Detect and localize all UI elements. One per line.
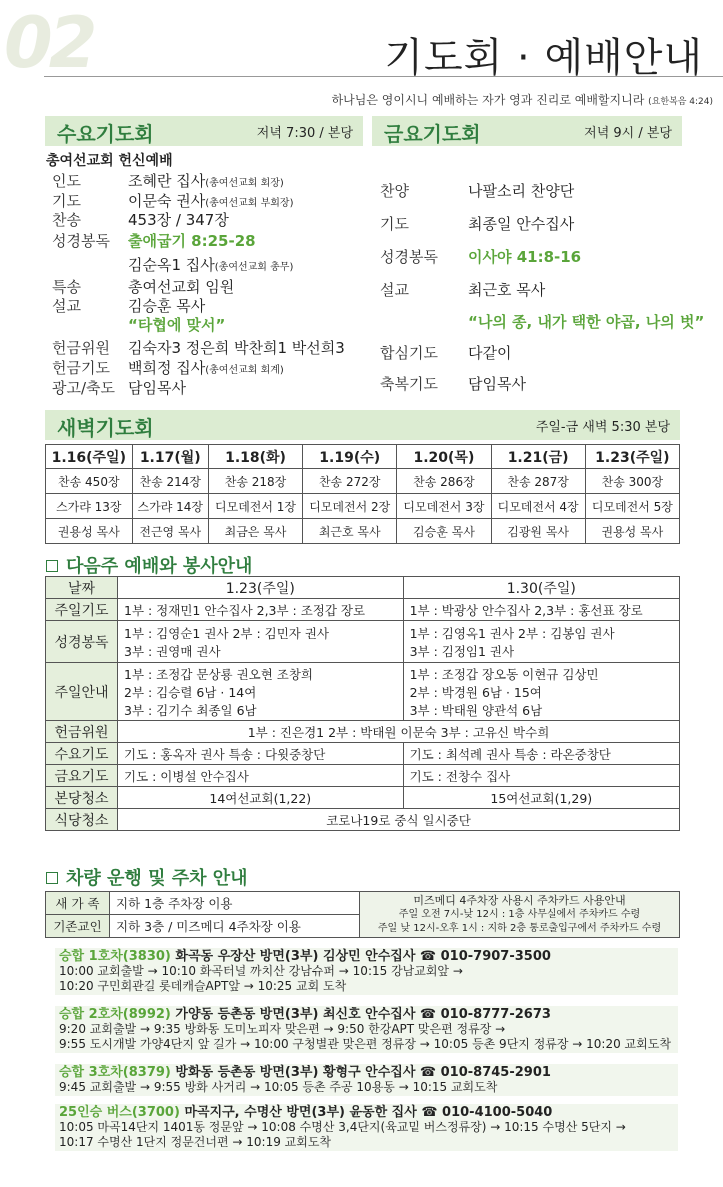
day-header: 1.23(주일) bbox=[585, 445, 679, 469]
parking-table bbox=[45, 891, 680, 938]
dawn-cell: 최근호 목사 bbox=[303, 519, 397, 544]
dawn-cell: 김광원 목사 bbox=[491, 519, 585, 544]
row-label: 특송 bbox=[52, 278, 81, 296]
row-label: 수요기도 bbox=[46, 743, 118, 765]
fri-row bbox=[380, 373, 526, 394]
next-week-section-title: 다음주 예배와 봉사안내 bbox=[46, 552, 252, 578]
row-label: 찬송 bbox=[52, 211, 81, 229]
wed-row bbox=[52, 232, 256, 251]
car-name: 승합 1호차(3830) bbox=[59, 949, 171, 964]
row-label: 찬양 bbox=[380, 182, 409, 200]
fri-row bbox=[380, 342, 511, 363]
dawn-cell: 스가랴 13장 bbox=[46, 494, 133, 519]
fri-row bbox=[380, 213, 574, 234]
next-week-table bbox=[45, 576, 680, 831]
route-line: 9:45 교회출발 → 9:55 방화 사거리 → 10:05 등촌 주공 10용동 → 10:15 교회도착 bbox=[59, 1080, 498, 1094]
car-block bbox=[55, 1006, 678, 1053]
car-driver: 윤동한 집사 ☎ 010-4100-5040 bbox=[349, 1105, 553, 1120]
cell: 1부 : 김영순1 권사 2부 : 김민자 권사 3부 : 권영매 권사 bbox=[118, 621, 404, 663]
dawn-cell: 디모데전서 1장 bbox=[208, 494, 302, 519]
row-label: 성경봉독 bbox=[52, 232, 110, 250]
wed-header bbox=[45, 116, 363, 146]
cell: 지하 1층 주차장 이용 bbox=[110, 892, 360, 915]
fri-row bbox=[380, 180, 574, 201]
car-title bbox=[59, 1007, 674, 1022]
row-label: 광고/축도 bbox=[52, 379, 116, 397]
row-note: (총여선교회 회계) bbox=[205, 365, 284, 376]
car-name: 승합 3호차(8379) bbox=[59, 1065, 171, 1080]
fri-time: 저녁 9시 / 본당 bbox=[584, 126, 672, 141]
row-value: 이문숙 권사 bbox=[128, 192, 206, 210]
car-driver: 황형구 안수집사 ☎ 010-8745-2901 bbox=[322, 1065, 551, 1080]
row-label: 새 가 족 bbox=[46, 892, 110, 915]
dawn-cell: 권용성 목사 bbox=[46, 519, 133, 544]
car-block bbox=[55, 1064, 678, 1096]
dawn-cell: 찬송 272장 bbox=[303, 469, 397, 494]
row-label: 기도 bbox=[52, 192, 81, 210]
dawn-cell: 디모데전서 2장 bbox=[303, 494, 397, 519]
cell: 기도 : 전창수 집사 bbox=[403, 765, 679, 787]
wed-row bbox=[52, 211, 229, 230]
dawn-table bbox=[45, 444, 680, 544]
row-label: 설교 bbox=[380, 281, 409, 299]
fri-row bbox=[380, 246, 581, 267]
wed-row bbox=[52, 172, 284, 193]
cell: 1부 : 진은경1 2부 : 박태원 이문숙 3부 : 고유신 박수희 bbox=[118, 721, 680, 743]
route-line: 10:05 마곡14단지 1401동 정문앞 → 10:08 수명산 3,4단지(육교밑 버스정류장) → 10:15 수명산 5단지 → bbox=[59, 1120, 626, 1134]
dawn-cell: 디모데전서 5장 bbox=[585, 494, 679, 519]
row-label: 헌금위원 bbox=[46, 721, 118, 743]
car-route: 화곡동 우장산 방면(3부) bbox=[175, 949, 319, 964]
wed-time: 저녁 7:30 / 본당 bbox=[256, 126, 353, 141]
row-label: 합심기도 bbox=[380, 344, 438, 362]
row-label: 식당청소 bbox=[46, 809, 118, 831]
dawn-time: 주일-금 새벽 5:30 본당 bbox=[535, 420, 670, 435]
dawn-cell: 김승훈 목사 bbox=[397, 519, 491, 544]
wed-row bbox=[52, 316, 225, 335]
car-name: 25인승 버스(3700) bbox=[59, 1105, 180, 1120]
row-label: 기도 bbox=[380, 215, 409, 233]
wed-row bbox=[52, 256, 293, 277]
car-block bbox=[55, 1104, 678, 1151]
wed-row bbox=[52, 359, 284, 380]
cell: 1부 : 김영옥1 권사 2부 : 김봉임 권사 3부 : 김정임1 권사 bbox=[403, 621, 679, 663]
day-header: 1.16(주일) bbox=[46, 445, 133, 469]
dawn-cell: 디모데전서 3장 bbox=[397, 494, 491, 519]
page-title: 기도회 · 예배안내 bbox=[384, 35, 703, 81]
dawn-cell: 찬송 214장 bbox=[132, 469, 208, 494]
day-header: 1.21(금) bbox=[491, 445, 585, 469]
fri-header bbox=[372, 116, 682, 146]
cell: 14여선교회(1,22) bbox=[118, 787, 404, 809]
row-label: 기존교인 bbox=[46, 915, 110, 938]
row-note: (총여선교회 총무) bbox=[214, 262, 294, 273]
date-col-1: 1.23(주일) bbox=[118, 577, 404, 599]
cell: 기도 : 홍옥자 권사 특송 : 다윗중창단 bbox=[118, 743, 404, 765]
title-divider bbox=[44, 76, 723, 77]
cell: 1부 : 정재민1 안수집사 2,3부 : 조정갑 장로 bbox=[118, 599, 404, 621]
cell: 코로나19로 중식 일시중단 bbox=[118, 809, 680, 831]
fri-row bbox=[380, 279, 545, 300]
route-line: 10:20 구민회관길 롯데캐슬APT앞 → 10:25 교회 도착 bbox=[59, 979, 347, 993]
row-value: 김숙자3 정은희 박찬희1 박선희3 bbox=[128, 339, 345, 357]
checkbox-icon bbox=[46, 560, 58, 572]
car-route: 방화동 등촌동 방면(3부) bbox=[175, 1065, 319, 1080]
row-label: 주일기도 bbox=[46, 599, 118, 621]
car-route: 마곡지구, 수명산 방면(3부) bbox=[184, 1105, 345, 1120]
dawn-cell: 최금은 목사 bbox=[208, 519, 302, 544]
car-driver: 최신호 안수집사 ☎ 010-8777-2673 bbox=[322, 1007, 551, 1022]
row-note: (총여선교회 부회장) bbox=[205, 198, 294, 209]
row-label: 인도 bbox=[52, 172, 81, 190]
verse-text: 하나님은 영이시니 예배하는 자가 영과 진리로 예배할지니라 bbox=[331, 93, 645, 107]
wed-subtitle: 총여선교회 헌신예배 bbox=[46, 153, 173, 169]
route-line: 10:00 교회출발 → 10:10 화곡터널 까치산 강남슈퍼 → 10:15 강남교회앞 → bbox=[59, 964, 463, 978]
row-value: 조혜란 집사 bbox=[128, 172, 206, 190]
row-value: 나팔소리 찬양단 bbox=[468, 182, 575, 200]
row-value: 백희정 집사 bbox=[128, 359, 206, 377]
row-label: 금요기도 bbox=[46, 765, 118, 787]
date-header: 날짜 bbox=[46, 577, 118, 599]
cell: 1부 : 박광상 안수집사 2,3부 : 홍선표 장로 bbox=[403, 599, 679, 621]
day-header: 1.20(목) bbox=[397, 445, 491, 469]
row-label: 축복기도 bbox=[380, 375, 438, 393]
page-number: 02 bbox=[4, 2, 94, 84]
cell: 1부 : 조정갑 장오동 이현규 김상민 2부 : 박경원 6남 · 15여 3부 : 박태원 양관석 6남 bbox=[403, 663, 679, 721]
row-value: 김순옥1 집사 bbox=[128, 256, 215, 274]
row-value: 이사야 41:8-16 bbox=[468, 248, 582, 266]
wed-title: 수요기도회 bbox=[57, 122, 154, 146]
dawn-cell: 찬송 450장 bbox=[46, 469, 133, 494]
row-value: 453장 / 347장 bbox=[128, 211, 229, 229]
car-driver: 김상민 안수집사 ☎ 010-7907-3500 bbox=[322, 949, 551, 964]
wed-row bbox=[52, 339, 345, 358]
bible-verse bbox=[332, 91, 713, 108]
day-header: 1.18(화) bbox=[208, 445, 302, 469]
wed-row bbox=[52, 297, 205, 316]
row-label: 성경봉독 bbox=[380, 248, 438, 266]
cell: 지하 3층 / 미즈메디 4주차장 이용 bbox=[110, 915, 360, 938]
row-value: “나의 종, 내가 택한 야곱, 나의 벗” bbox=[468, 313, 705, 331]
row-label: 헌금기도 bbox=[52, 359, 110, 377]
wed-row bbox=[52, 278, 234, 297]
dawn-cell: 찬송 286장 bbox=[397, 469, 491, 494]
row-label: 본당청소 bbox=[46, 787, 118, 809]
verse-ref: (요한복음 4:24) bbox=[648, 97, 713, 107]
row-value: 총여선교회 임원 bbox=[128, 278, 235, 296]
parking-section-title: 차량 운행 및 주차 안내 bbox=[46, 864, 248, 890]
dawn-cell: 권용성 목사 bbox=[585, 519, 679, 544]
route-line: 9:55 도시개발 가양4단지 앞 길가 → 10:00 구청별관 맞은편 정류장 → 10:05 등촌 9단지 정류장 → 10:20 교회도착 bbox=[59, 1037, 671, 1051]
cell: 1부 : 조정갑 문상룡 권오현 조창희 2부 : 김승렬 6남 · 14여 3부 : 김기수 최종일 6남 bbox=[118, 663, 404, 721]
parking-card-note: 미즈메디 4주차장 사용시 주차카드 사용안내 주일 오전 7시-낮 12시 : 1층 사무실에서 주차카드 수령 주일 낮 12시-오후 1시 : 지하 2층 통로출입구에서 주차카드 수령 bbox=[360, 892, 680, 938]
car-name: 승합 2호차(8992) bbox=[59, 1007, 171, 1022]
date-col-2: 1.30(주일) bbox=[403, 577, 679, 599]
row-value: 최근호 목사 bbox=[468, 281, 546, 299]
dawn-cell: 전근영 목사 bbox=[132, 519, 208, 544]
dawn-cell: 스가랴 14장 bbox=[132, 494, 208, 519]
route-line: 9:20 교회출발 → 9:35 방화동 도미노피자 맞은편 → 9:50 한강APT 맞은편 정류장 → bbox=[59, 1022, 506, 1036]
row-note: (총여선교회 회장) bbox=[205, 178, 284, 189]
row-label: 헌금위원 bbox=[52, 339, 110, 357]
car-title bbox=[59, 949, 674, 964]
row-value: 담임목사 bbox=[468, 375, 526, 393]
dawn-cell: 디모데전서 4장 bbox=[491, 494, 585, 519]
fri-title: 금요기도회 bbox=[384, 122, 481, 146]
row-label: 성경봉독 bbox=[46, 621, 118, 663]
day-header: 1.17(월) bbox=[132, 445, 208, 469]
row-value: “타협에 맞서” bbox=[128, 316, 226, 334]
row-value: 최종일 안수집사 bbox=[468, 215, 575, 233]
car-route: 가양동 등촌동 방면(3부) bbox=[175, 1007, 319, 1022]
car-title bbox=[59, 1105, 674, 1120]
cell: 기도 : 이병설 안수집사 bbox=[118, 765, 404, 787]
day-header: 1.19(수) bbox=[303, 445, 397, 469]
row-value: 담임목사 bbox=[128, 379, 186, 397]
wed-row bbox=[52, 192, 293, 213]
dawn-cell: 찬송 218장 bbox=[208, 469, 302, 494]
cell: 기도 : 최석례 권사 특송 : 라온중창단 bbox=[403, 743, 679, 765]
wed-row bbox=[52, 379, 186, 398]
cell: 15여선교회(1,29) bbox=[403, 787, 679, 809]
car-title bbox=[59, 1065, 674, 1080]
dawn-header bbox=[45, 410, 680, 440]
dawn-cell: 찬송 300장 bbox=[585, 469, 679, 494]
row-label: 설교 bbox=[52, 297, 81, 315]
car-block bbox=[55, 948, 678, 995]
dawn-cell: 찬송 287장 bbox=[491, 469, 585, 494]
row-value: 다같이 bbox=[468, 344, 512, 362]
dawn-title: 새벽기도회 bbox=[57, 416, 154, 440]
checkbox-icon bbox=[46, 872, 58, 884]
row-value: 출애굽기 8:25-28 bbox=[128, 232, 256, 250]
row-label: 주일안내 bbox=[46, 663, 118, 721]
row-value: 김승훈 목사 bbox=[128, 297, 206, 315]
route-line: 10:17 수명산 1단지 정문건너편 → 10:19 교회도착 bbox=[59, 1135, 332, 1149]
fri-row bbox=[380, 311, 704, 332]
